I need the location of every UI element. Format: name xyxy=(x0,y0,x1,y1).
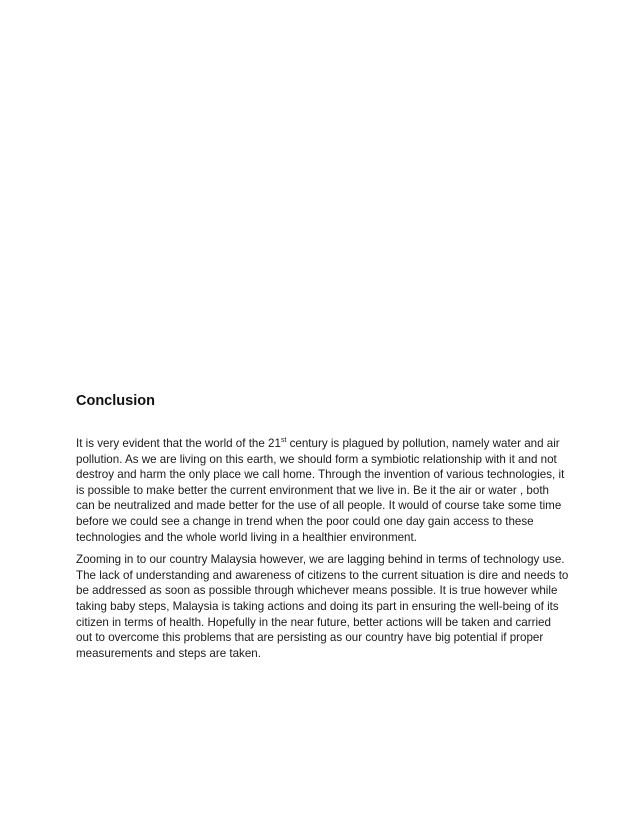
section-heading: Conclusion xyxy=(76,393,155,409)
ordinal-superscript: st xyxy=(280,437,287,445)
paragraph-1-text-end: century is plagued by pollution, namely water and air pollution. As we are living on this earth, we should form a symbiotic relationship with it and not destroy and harm the only place we call home. Through the invention of various technologies, it is possible to make better the current environment that we live in. Be it the air or water , both can be neutralized and made better for the use of all people. It would of course take some time before we could see a change in trend when the poor could one day gain access to these technologies and the whole world living in a healthier environment. xyxy=(76,437,565,544)
paragraph-2: Zooming in to our country Malaysia however, we are lagging behind in terms of technology use. The lack of understanding and awareness of citizens to the current situation is dire and needs to be addressed as soon as possible through whichever means possible. It is true however while taking baby steps, Malaysia is taking actions and doing its part in ensuring the well-being of its citizen in terms of health. Hopefully in the near future, better actions will be taken and carried out to overcome this problems that are persisting as our country have big potential if proper measurements and steps are taken. xyxy=(76,553,569,660)
paragraph-1 xyxy=(76,436,570,545)
paragraph-1-text-start: It is very evident that the world of the 21 xyxy=(76,437,281,450)
conclusion-section xyxy=(76,392,570,668)
